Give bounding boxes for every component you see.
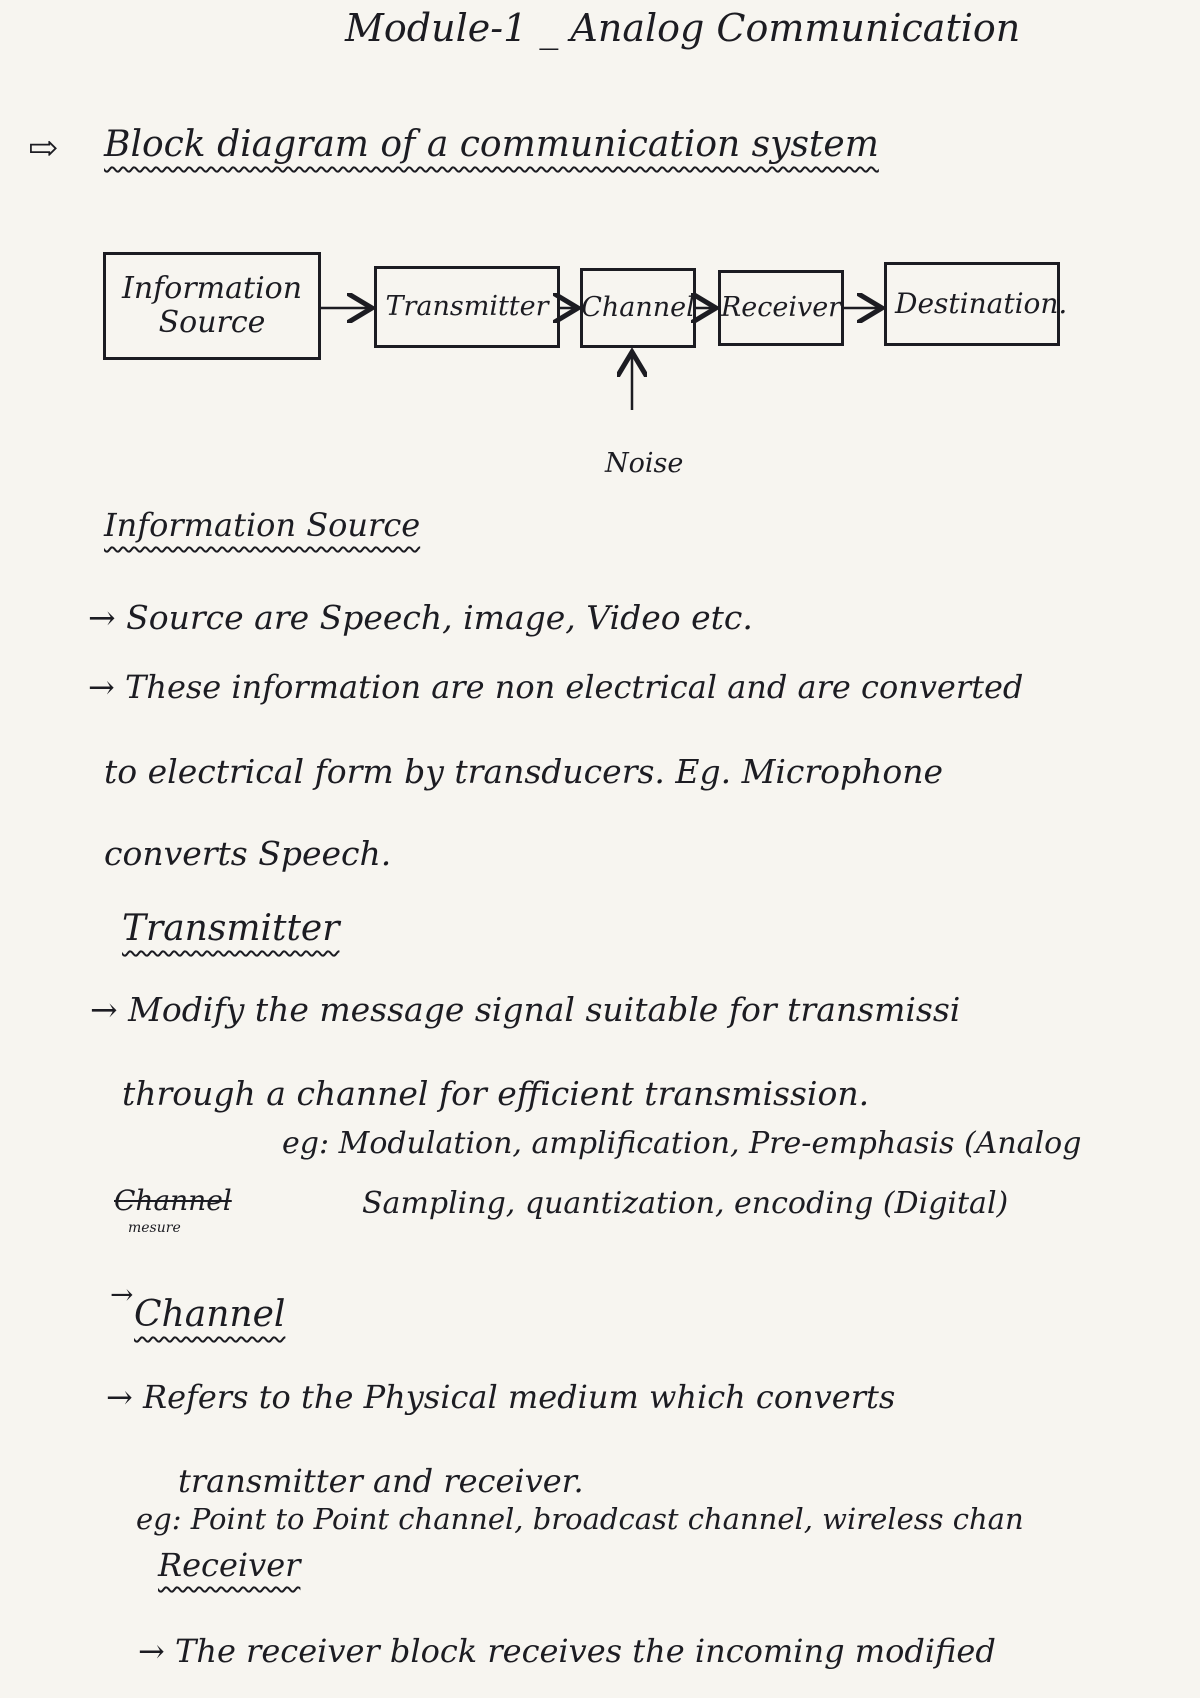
block-information-source: [103, 252, 321, 360]
block-transmitter: [374, 266, 560, 348]
information-source-heading: Information Source: [104, 506, 421, 544]
transmitter-line: eg: Modulation, amplification, Pre-emphasis (Analog: [282, 1126, 1082, 1161]
information-source-line: converts Speech.: [104, 834, 392, 873]
channel-heading: Channel: [134, 1294, 286, 1335]
channel-line: transmitter and receiver.: [178, 1462, 584, 1500]
margin-note-sub: mesure: [128, 1220, 181, 1236]
channel-heading-arrow-icon: →: [110, 1278, 134, 1311]
block-label: Destination.: [895, 286, 1068, 320]
block-label: Channel: [581, 292, 695, 324]
section-heading: Block diagram of a communication system: [104, 124, 879, 165]
block-label: Information Source: [122, 270, 303, 340]
page-title: Module-1 _ Analog Communication: [345, 6, 1021, 50]
block-receiver: [718, 270, 844, 346]
transmitter-line: Sampling, quantization, encoding (Digital): [362, 1186, 1009, 1221]
channel-line: → Refers to the Physical medium which converts: [106, 1378, 896, 1416]
block-label: Receiver: [720, 292, 842, 324]
receiver-line: → The receiver block receives the incoming modified: [138, 1632, 996, 1670]
block-channel: [580, 268, 696, 348]
information-source-line: → Source are Speech, image, Video etc.: [88, 598, 753, 637]
channel-line: eg: Point to Point channel, broadcast channel, wireless chan: [136, 1502, 1024, 1536]
transmitter-heading: Transmitter: [122, 908, 340, 949]
margin-note: Channel: [114, 1184, 232, 1217]
transmitter-line: through a channel for efficient transmission.: [122, 1074, 870, 1113]
section-arrow-icon: ⇨: [28, 128, 59, 169]
transmitter-line: → Modify the message signal suitable for transmissi: [90, 990, 961, 1029]
block-label: Transmitter: [385, 291, 549, 323]
information-source-line: → These information are non electrical and are converted: [88, 668, 1024, 706]
information-source-line: to electrical form by transducers. Eg. Microphone: [104, 752, 944, 791]
block-destination: [884, 262, 1068, 346]
receiver-heading: Receiver: [158, 1546, 301, 1584]
noise-label: Noise: [605, 448, 684, 479]
